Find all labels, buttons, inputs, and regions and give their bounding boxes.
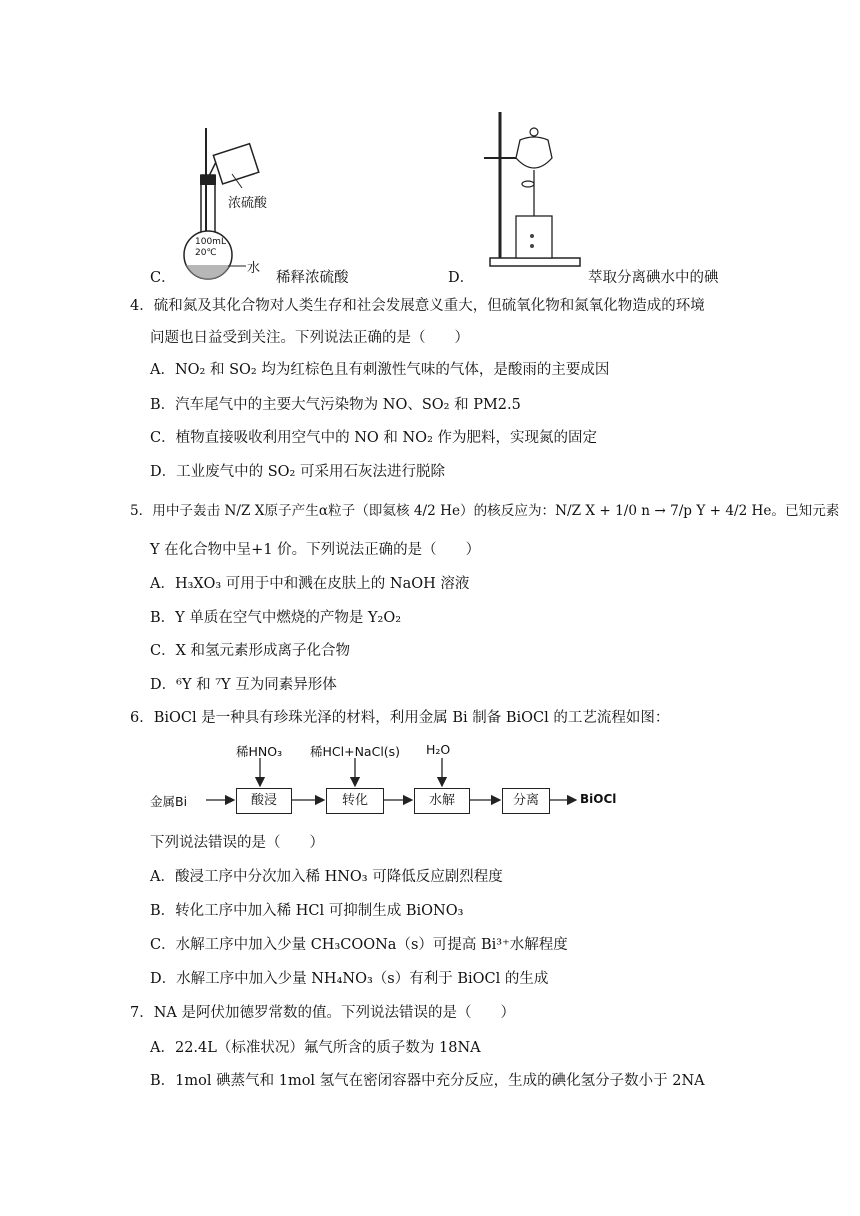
figure-c-letter: C． xyxy=(150,270,176,286)
q4-option-c: C．植物直接吸收利用空气中的 NO 和 NO₂ 作为肥料，实现氮的固定 xyxy=(150,430,597,446)
q6-stem: 6．BiOCl 是一种具有珍珠光泽的材料，利用金属 Bi 制备 BiOCl 的工艺流程如图： xyxy=(130,710,670,726)
q4-stem-line-2: 问题也日益受到关注。下列说法正确的是（ ） xyxy=(150,330,469,346)
figure-d-letter: D． xyxy=(448,270,475,286)
flask-text-volume: 100mL xyxy=(195,237,226,247)
flow-step-separation: 分离 xyxy=(502,788,550,814)
label-acid: 浓硫酸 xyxy=(228,196,268,211)
q4-stem-line-1: 4．硫和氮及其化合物对人类生存和社会发展意义重大，但硫氧化物和氮氧化物造成的环境 xyxy=(130,298,705,314)
q6-option-a: A．酸浸工序中分次加入稀 HNO₃ 可降低反应剧烈程度 xyxy=(150,869,503,885)
label-water: 水 xyxy=(247,261,261,276)
q5-option-b: B．Y 单质在空气中燃烧的产物是 Y₂O₂ xyxy=(150,610,402,626)
q6-option-b: B．转化工序中加入稀 HCl 可抑制生成 BiONO₃ xyxy=(150,903,464,919)
flow-step-conversion: 转化 xyxy=(326,788,384,814)
figure-d-caption: 萃取分离碘水中的碘 xyxy=(588,270,719,286)
q7-option-b: B．1mol 碘蒸气和 1mol 氢气在密闭容器中充分反应，生成的碘化氢分子数小于 2NA xyxy=(150,1073,705,1089)
q6-option-c: C．水解工序中加入少量 CH₃COONa（s）可提高 Bi³⁺水解程度 xyxy=(150,937,568,953)
flask-text-temp: 20℃ xyxy=(195,248,217,258)
flow-reagent-2: 稀HCl+NaCl(s) xyxy=(310,744,401,759)
q6-question: 下列说法错误的是（ ） xyxy=(150,835,324,851)
figure-c-caption: 稀释浓硫酸 xyxy=(276,270,349,286)
flow-step-acid-leach: 酸浸 xyxy=(236,788,292,814)
flask-illustration xyxy=(150,120,290,285)
q5-option-d: D．⁶Y 和 ⁷Y 互为同素异形体 xyxy=(150,677,337,693)
flow-start: 金属Bi xyxy=(150,794,188,809)
flow-end: BiOCl xyxy=(580,792,617,806)
q4-option-d: D．工业废气中的 SO₂ 可采用石灰法进行脱除 xyxy=(150,464,445,480)
figure-c xyxy=(150,120,290,285)
separatory-funnel-illustration xyxy=(470,108,590,273)
q4-option-b: B．汽车尾气中的主要大气污染物为 NO、SO₂ 和 PM2.5 xyxy=(150,397,521,413)
process-flow-diagram xyxy=(150,742,630,822)
q5-stem-line-1: 5．用中子轰击 N/Z X原子产生α粒子（即氦核 4/2 He）的核反应为：N/Z X + 1/0 n → 7/p Y + 4/2 He。已知元素 xyxy=(130,503,840,519)
q5-option-a: A．H₃XO₃ 可用于中和溅在皮肤上的 NaOH 溶液 xyxy=(150,576,470,592)
flow-reagent-3: H₂O xyxy=(426,742,451,757)
q6-option-d: D．水解工序中加入少量 NH₄NO₃（s）有利于 BiOCl 的生成 xyxy=(150,971,549,987)
flow-reagent-1: 稀HNO₃ xyxy=(236,744,283,759)
q5-stem-line-2: Y 在化合物中呈+1 价。下列说法正确的是（ ） xyxy=(150,542,481,558)
q4-option-a: A．NO₂ 和 SO₂ 均为红棕色且有刺激性气味的气体，是酸雨的主要成因 xyxy=(150,362,610,378)
figure-d xyxy=(470,108,590,273)
q5-option-c: C．X 和氢元素形成离子化合物 xyxy=(150,643,351,659)
q7-stem: 7．NA 是阿伏加德罗常数的值。下列说法错误的是（ ） xyxy=(130,1005,515,1021)
q7-option-a: A．22.4L（标准状况）氟气所含的质子数为 18NA xyxy=(150,1040,481,1056)
flow-step-hydrolysis: 水解 xyxy=(414,788,470,814)
